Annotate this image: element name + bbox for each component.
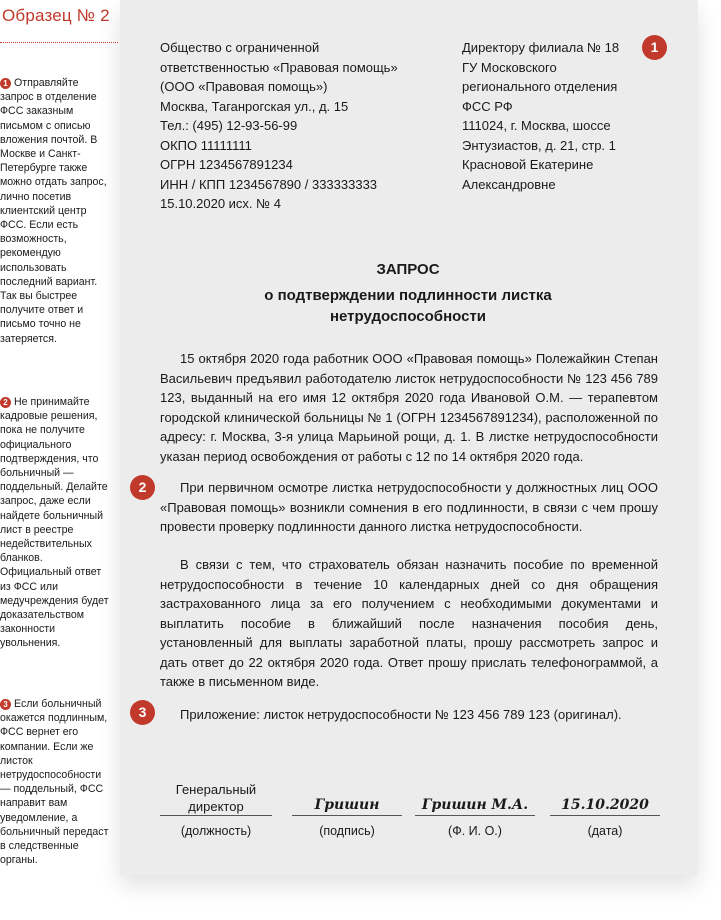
sender-line: Тел.: (495) 12-93-56-99 bbox=[160, 118, 298, 133]
attachment-paragraph bbox=[160, 705, 658, 725]
body-paragraph-1 bbox=[160, 349, 658, 466]
document-title: ЗАПРОС bbox=[376, 261, 440, 278]
body-paragraph-3 bbox=[160, 555, 658, 692]
signature-position bbox=[160, 781, 272, 815]
recipient-line: Директору филиала № 18 bbox=[462, 40, 620, 55]
position-line: Генеральный bbox=[175, 782, 257, 797]
sender-block bbox=[160, 38, 450, 214]
signer-name: Гришин М.А. bbox=[421, 797, 529, 813]
annotation-badge-1: 1 bbox=[642, 35, 667, 60]
sidebar-note-2 bbox=[0, 395, 112, 651]
date-underline bbox=[550, 815, 660, 816]
sender-line: ИНН / КПП 1234567890 / 333333333 bbox=[160, 176, 378, 192]
label-position: (должность) bbox=[180, 824, 252, 838]
note-number-badge: 1 bbox=[0, 78, 11, 89]
label-name: (Ф. И. О.) bbox=[448, 824, 502, 838]
recipient-line: Красновой Екатерине bbox=[462, 157, 594, 172]
recipient-block bbox=[462, 38, 687, 194]
name-underline bbox=[415, 815, 535, 816]
sidebar-divider bbox=[0, 42, 118, 43]
attachment-text: Приложение: листок нетрудоспособности № 123 456 789 123 (оригинал). bbox=[180, 707, 622, 722]
annotation-badge-2: 2 bbox=[130, 475, 155, 500]
note-text: Не принимайте кадровые решения, пока не получите официального подтверждения, что больничный — поддельный. Делайте запрос, даже если найдете больничный лист в реестре недействительных бланков. Официальный ответ из ФСС или медучреждения будет доказательством законности увольнения. bbox=[0, 396, 109, 650]
paragraph-text: 15 октября 2020 года работник ООО «Правовая помощь» Полежайкин Степан Васильевич предъявил работодателю листок нетрудоспособности № 123 456 789 123, выданный на его имя 12 октября 2020 года Ивановой О.М. — терапевтом городской клинической больницы № 1 (ОГРН 1234567891234), расположенной по адресу: г. Москва, 3-я улица Марьиной рощи, д. 1. В листке нетрудоспособности указан период освобождения от работы с 12 по 14 октября 2020 года. bbox=[160, 351, 658, 464]
sidebar-note-1 bbox=[0, 76, 112, 346]
recipient-line: Энтузиастов, д. 21, стр. 1 bbox=[462, 137, 616, 153]
note-text: Если больничный окажется подлинным, ФСС вернет его компании. Если же листок нетрудоспособности — поддельный, ФСС направит вам уведомление, а больничный передаст в следственные органы. bbox=[0, 698, 109, 867]
sender-line: ответственностью «Правовая помощь» bbox=[160, 59, 398, 75]
sender-line: Общество с ограниченной bbox=[160, 40, 320, 55]
label-date: (дата) bbox=[587, 824, 623, 838]
sample-title: Образец № 2 bbox=[2, 6, 110, 25]
note-number-badge: 3 bbox=[0, 699, 11, 710]
label-signature: (подпись) bbox=[319, 824, 375, 838]
recipient-line: ФСС РФ bbox=[462, 98, 513, 114]
sender-line: ОГРН 1234567891234 bbox=[160, 157, 293, 172]
signature-date: 15.10.2020 bbox=[561, 797, 649, 813]
signature-handwritten: Гришин bbox=[314, 797, 380, 813]
document-subtitle-line2: нетрудоспособности bbox=[329, 308, 487, 325]
position-underline bbox=[160, 815, 272, 816]
signature-underline bbox=[292, 815, 402, 816]
recipient-line: Александровне bbox=[462, 176, 556, 192]
sender-line: Москва, Таганрогская ул., д. 15 bbox=[160, 98, 349, 114]
paragraph-text: В связи с тем, что страхователь обязан назначить пособие по временной нетрудоспособности в течение 10 календарных дней со дня обращения застрахованного лица за его получением с необходимыми документами и выплатить пособие в ближайший после назначения пособия день, установленный для выплаты заработной платы, прошу рассмотреть запрос и дать ответ до 22 октября 2020 года. Ответ прошу прислать телефонограммой, а также в письменном виде. bbox=[160, 557, 658, 689]
recipient-line: регионального отделения bbox=[462, 79, 618, 94]
sidebar-note-3 bbox=[0, 697, 112, 867]
paragraph-text: При первичном осмотре листка нетрудоспособности у должностных лиц ООО «Правовая помощь» возникли сомнения в его подлинности, в связи с чем прошу провести проверку подлинности данного листка нетрудоспособности. bbox=[160, 480, 658, 534]
sender-line: (ООО «Правовая помощь») bbox=[160, 79, 328, 94]
document-subtitle-line1: о подтверждении подлинности листка bbox=[264, 287, 552, 304]
note-text: Отправляйте запрос в отделение ФСС заказным письмом с описью вложения почтой. В Москве и Санкт-Петербурге также можно отдать запрос, лично посетив клиентский центр ФСС. Если есть возможность, рекомендую использовать последний вариант. Так вы быстрее получите ответ и письмо точно не затеряется. bbox=[0, 77, 107, 345]
position-line: директор bbox=[188, 799, 244, 814]
body-paragraph-2 bbox=[160, 478, 658, 537]
annotation-badge-3: 3 bbox=[130, 700, 155, 725]
sender-line: ОКПО 11111111 bbox=[160, 137, 252, 153]
note-number-badge: 2 bbox=[0, 397, 11, 408]
recipient-line: 111024, г. Москва, шоссе bbox=[462, 118, 611, 133]
sender-line: 15.10.2020 исх. № 4 bbox=[160, 196, 281, 211]
recipient-line: ГУ Московского bbox=[462, 59, 557, 75]
